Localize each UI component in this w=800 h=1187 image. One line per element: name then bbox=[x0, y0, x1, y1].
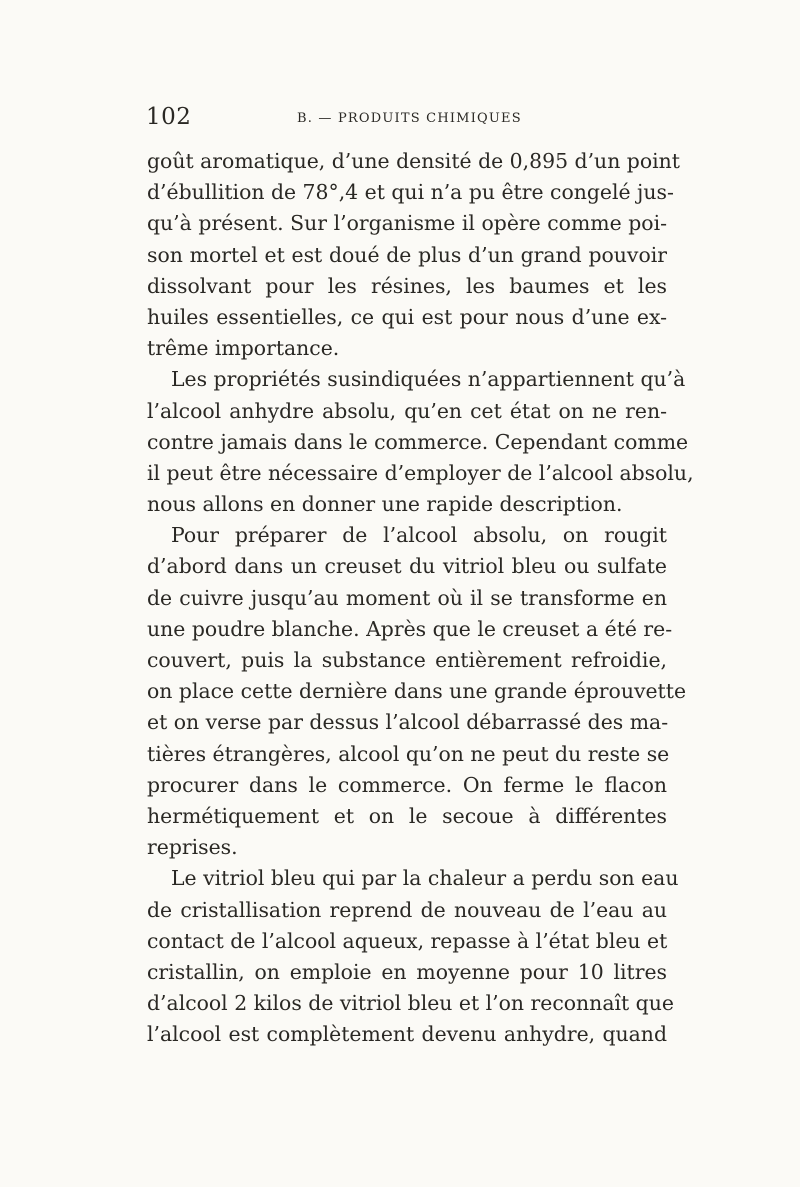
text-line: contre jamais dans le commerce. Cependant comme bbox=[147, 429, 689, 454]
text-line: nous allons en donner une rapide description. bbox=[147, 492, 623, 517]
text-line: d’ébullition de 78°,4 et qui n’a pu être congelé jus- bbox=[147, 180, 674, 205]
text-line: on place cette dernière dans une grande éprouvette bbox=[147, 679, 687, 704]
running-head: B. — PRODUITS CHIMIQUES bbox=[297, 111, 522, 126]
text-line: il peut être nécessaire d’employer de l’alcool absolu, bbox=[147, 460, 694, 485]
text-line: l’alcool anhydre absolu, qu’en cet état on ne ren- bbox=[147, 398, 667, 423]
text-line: huiles essentielles, ce qui est pour nous d’une ex- bbox=[147, 304, 667, 329]
text-line: qu’à présent. Sur l’organisme il opère comme poi- bbox=[147, 211, 667, 236]
text-line: Les propriétés susindiquées n’appartiennent qu’à bbox=[171, 367, 686, 392]
text-line: Le vitriol bleu qui par la chaleur a perdu son eau bbox=[171, 866, 679, 891]
text-line: dissolvant pour les résines, les baumes et les bbox=[147, 273, 667, 298]
text-line: Pour préparer de l’alcool absolu, on rougit bbox=[171, 523, 667, 548]
text-line: procurer dans le commerce. On ferme le flacon bbox=[147, 772, 667, 797]
text-line: l’alcool est complètement devenu anhydre, quand bbox=[147, 1022, 667, 1047]
text-line: reprises. bbox=[147, 835, 238, 860]
text-line: trême importance. bbox=[147, 336, 340, 361]
body-text bbox=[147, 146, 694, 1050]
text-line: cristallin, on emploie en moyenne pour 10 litres bbox=[147, 959, 667, 984]
page-number: 102 bbox=[146, 104, 192, 130]
text-line: son mortel et est doué de plus d’un grand pouvoir bbox=[147, 242, 667, 267]
text-line: de cuivre jusqu’au moment où il se transforme en bbox=[147, 585, 667, 610]
text-line: une poudre blanche. Après que le creuset a été re- bbox=[147, 616, 673, 641]
text-line: d’alcool 2 kilos de vitriol bleu et l’on reconnaît que bbox=[147, 991, 674, 1016]
text-line: tières étrangères, alcool qu’on ne peut du reste se bbox=[147, 741, 670, 766]
text-line: hermétiquement et on le secoue à différentes bbox=[147, 803, 667, 828]
text-line: contact de l’alcool aqueux, repasse à l’état bleu et bbox=[147, 928, 668, 953]
page-header bbox=[146, 104, 666, 134]
text-line: et on verse par dessus l’alcool débarrassé des ma- bbox=[147, 710, 669, 735]
text-line: goût aromatique, d’une densité de 0,895 d’un point bbox=[147, 149, 680, 173]
text-line: d’abord dans un creuset du vitriol bleu ou sulfate bbox=[147, 554, 667, 579]
text-line: de cristallisation reprend de nouveau de l’eau au bbox=[147, 897, 667, 922]
text-line: couvert, puis la substance entièrement refroidie, bbox=[147, 648, 667, 672]
